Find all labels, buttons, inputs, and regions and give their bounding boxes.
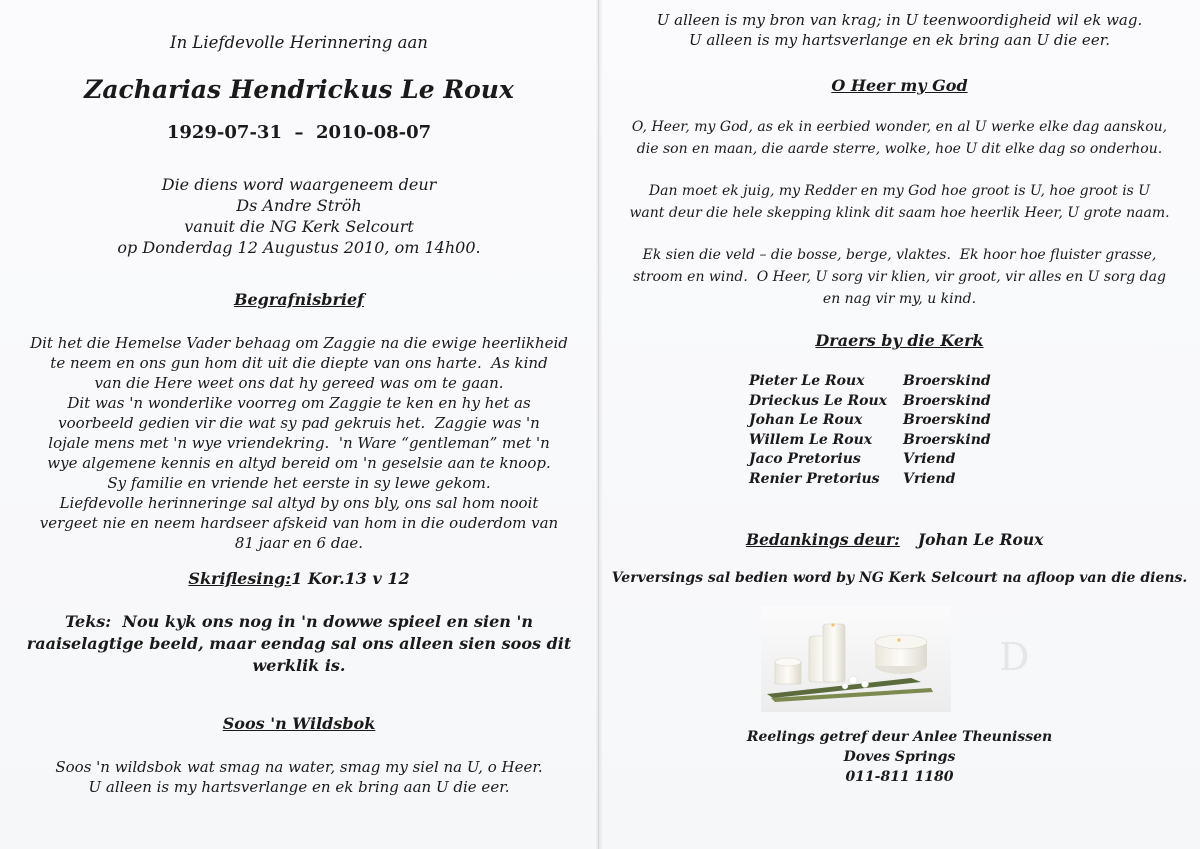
hymn-line: Dan moet ek juig, my Redder en my God hoe groot is U, hoe groot is U: [648, 183, 1151, 199]
bearer-row: [749, 471, 1009, 491]
bearer-row: [749, 451, 1009, 471]
bearers-list: [749, 373, 1009, 491]
deceased-name: Zacharias Hendrickus Le Roux: [84, 75, 514, 104]
dedication: In Liefdevolle Herinnering aan: [170, 33, 428, 52]
bearer-row: [749, 432, 1009, 452]
bearer-name: Pieter Le Roux: [749, 373, 865, 389]
arranged-by: Reelings getref deur Anlee Theunissen: [746, 729, 1053, 745]
scripture-reading: [0, 571, 598, 587]
sermon-text-line: Teks: Nou kyk ons nog in 'n dowwe spieel en sien 'n: [64, 612, 534, 631]
hymn-line: stroom en wind. O Heer, U sorg vir klien, vir groot, vir alles en U sorg dag: [633, 269, 1166, 285]
bearer-row: [749, 373, 1009, 393]
song-line: U alleen is my bron van krag; in U teenwoordigheid wil ek wag.: [656, 11, 1143, 29]
bearer-name: Johan Le Roux: [749, 412, 863, 429]
hymn-line: die son en maan, die aarde sterre, wolke, hoe U dit elke dag so onderhou.: [636, 141, 1163, 157]
obituary-line: te neem en ons gun hom dit uit die diepte van ons harte. As kind: [50, 354, 548, 372]
obituary-line: Sy familie en vriende het eerste in sy lewe gekom.: [107, 474, 491, 492]
bearer-relation: Broerskind: [903, 412, 991, 429]
bearers-heading: Draers by die Kerk: [815, 331, 984, 350]
obituary-line: Dit het die Hemelse Vader behaag om Zaggie na die ewige heerlikheid: [30, 334, 568, 352]
hymn-line: Ek sien die veld – die bosse, berge, vlaktes. Ek hoor hoe fluister grasse,: [642, 247, 1157, 263]
watermark-decoration: D: [999, 635, 1034, 679]
thanks-name: Johan Le Roux: [917, 530, 1044, 549]
song-line: Soos 'n wildsbok wat smag na water, smag my siel na U, o Heer.: [55, 758, 543, 776]
sermon-text-line: raaiselagtige beeld, maar eendag sal ons alleen sien soos dit: [26, 634, 572, 653]
obituary-line: Dit was 'n wonderlike voorreg om Zaggie te ken en hy het as: [67, 394, 531, 412]
obituary-line: 81 jaar en 6 dae.: [234, 534, 364, 552]
scripture-ref: 1 Kor.13 v 12: [291, 569, 410, 588]
song-line: U alleen is my hartsverlange en ek bring aan U die eer.: [88, 778, 510, 796]
service-line: Die diens word waargeneem deur: [161, 175, 437, 194]
bearer-row: [749, 412, 1009, 432]
obituary-line: Liefdevolle herinneringe sal altyd by ons bly, ons sal hom nooit: [59, 494, 539, 512]
thanks-line: [746, 530, 1043, 549]
bearer-name: Jaco Pretorius: [749, 451, 861, 468]
right-page: [599, 0, 1200, 849]
bearer-relation: Broerskind: [903, 373, 991, 389]
obituary-line: van die Here weet ons dat hy gereed was om te gaan.: [94, 374, 504, 392]
obituary-line: lojale mens met 'n wye vriendekring. 'n Ware “gentleman” met 'n: [48, 434, 550, 452]
company-name: Doves Springs: [843, 749, 956, 765]
bearer-row: [749, 393, 1009, 413]
obituary-heading: Begrafnisbrief: [233, 290, 365, 309]
bearer-name: Drieckus Le Roux: [749, 392, 888, 409]
hymn-line: want deur die hele skepping klink dit saam hoe heerlik Heer, U grote naam.: [629, 205, 1170, 221]
refreshments-note: Verversings sal bedien word by NG Kerk Selcourt na afloop van die diens.: [611, 570, 1188, 586]
bearer-relation: Broerskind: [903, 431, 991, 448]
song-line: U alleen is my hartsverlange en ek bring aan U die eer.: [689, 31, 1110, 49]
life-dates: 1929-07-31 – 2010-08-07: [166, 122, 432, 143]
left-page: [0, 0, 599, 849]
obituary-line: vergeet nie en neem hardseer afskeid van hom in die ouderdom van: [39, 514, 559, 532]
bearer-relation: Broerskind: [903, 392, 991, 409]
sermon-text-line: werklik is.: [252, 656, 346, 675]
scripture-label: Skriflesing:: [188, 569, 292, 588]
hymn-line: en nag vir my, u kind.: [822, 291, 977, 307]
service-line: vanuit die NG Kerk Selcourt: [184, 217, 414, 236]
candles-photo: [761, 606, 951, 712]
bearer-name: Renier Pretorius: [749, 470, 880, 487]
bearer-relation: Vriend: [903, 470, 956, 487]
page-fold: [596, 0, 602, 849]
bearer-relation: Vriend: [903, 451, 956, 468]
company-phone: 011-811 1180: [845, 769, 954, 785]
service-line: op Donderdag 12 Augustus 2010, om 14h00.: [117, 238, 481, 257]
hymn-heading: O Heer my God: [831, 76, 968, 95]
song-heading: Soos 'n Wildsbok: [222, 714, 376, 733]
obituary-line: wye algemene kennis en altyd bereid om 'n geselsie aan te knoop.: [47, 454, 551, 472]
thanks-label: Bedankings deur:: [746, 530, 900, 549]
hymn-line: O, Heer, my God, as ek in eerbied wonder, en al U werke elke dag aanskou,: [631, 119, 1168, 135]
bearer-name: Willem Le Roux: [749, 431, 873, 448]
obituary-line: voorbeeld gedien vir die wat sy pad gekruis het. Zaggie was 'n: [58, 414, 540, 432]
service-line: Ds Andre Ströh: [236, 196, 362, 215]
